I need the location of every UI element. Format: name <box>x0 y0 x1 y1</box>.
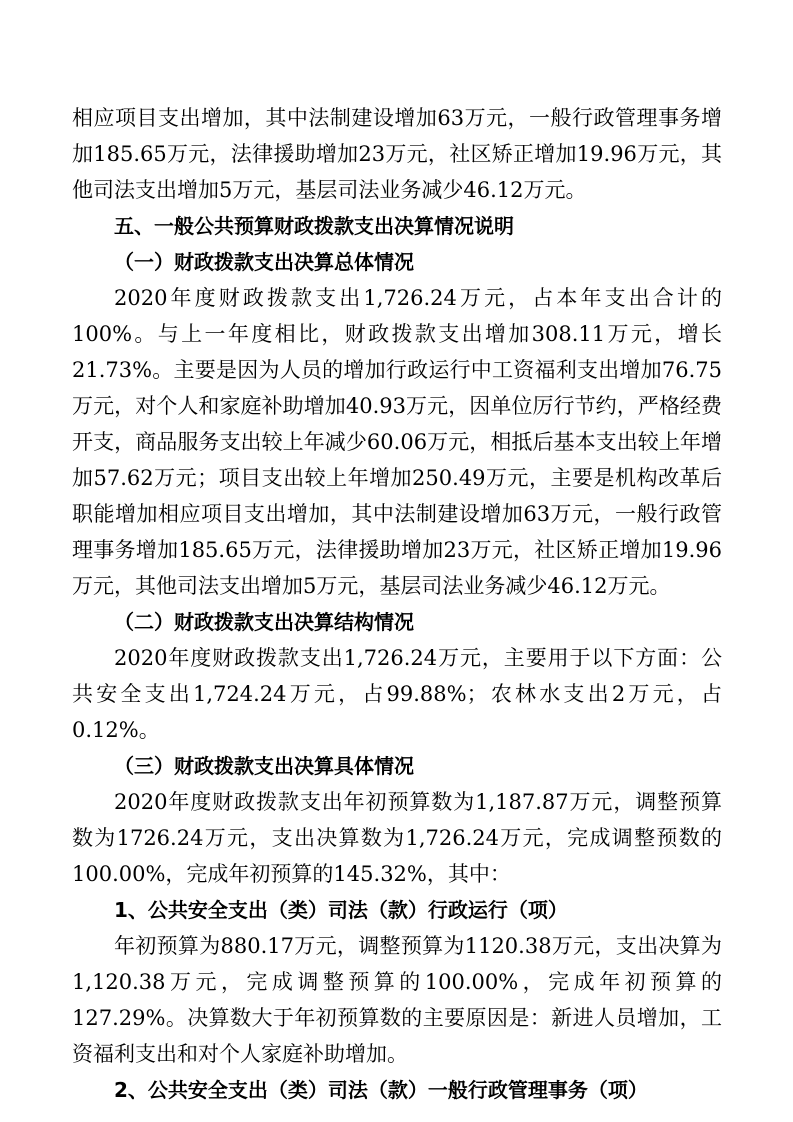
item-heading-2: 2、公共安全支出（类）司法（款）一般行政管理事务（项） <box>114 1078 648 1102</box>
paragraph-detail: 2020年度财政拨款支出年初预算数为1,187.87万元，调整预算数为1726.24万元，支出决算数为1,726.24万元，完成调整预数的100.00%，完成年初预算的145.32%，其中： <box>72 790 722 886</box>
paragraph-structure: 2020年度财政拨款支出1,726.24万元，主要用于以下方面：公共安全支出1,724.24万元，占99.88%；农林水支出2万元，占0.12%。 <box>72 646 722 742</box>
subsection-heading-structure: （二）财政拨款支出决算结构情况 <box>114 610 414 634</box>
document-page <box>72 100 722 1108</box>
subsection-heading-detail: （三）财政拨款支出决算具体情况 <box>114 754 414 778</box>
section-heading-5: 五、一般公共预算财政拨款支出决算情况说明 <box>114 214 514 238</box>
item-heading-1: 1、公共安全支出（类）司法（款）行政运行（项） <box>114 898 568 922</box>
paragraph-continuation: 相应项目支出增加，其中法制建设增加63万元，一般行政管理事务增加185.65万元，法律援助增加23万元，社区矫正增加19.96万元，其他司法支出增加5万元，基层司法业务减少46.12万元。 <box>72 106 722 202</box>
paragraph-overall: 2020年度财政拨款支出1,726.24万元，占本年支出合计的100%。与上一年度相比，财政拨款支出增加308.11万元，增长21.73%。主要是因为人员的增加行政运行中工资福利支出增加76.75万元，对个人和家庭补助增加40.93万元，因单位厉行节约，严格经费开支，商品服务支出较上年减少60.06万元，相抵后基本支出较上年增加57.62万元；项目支出较上年增加250.49万元，主要是机构改革后职能增加相应项目支出增加，其中法制建设增加63万元，一般行政管理事务增加185.65万元，法律援助增加23万元，社区矫正增加19.96万元，其他司法支出增加5万元，基层司法业务减少46.12万元。 <box>72 286 722 598</box>
paragraph-item-1: 年初预算为880.17万元，调整预算为1120.38万元，支出决算为1,120.38万元，完成调整预算的100.00%，完成年初预算的127.29%。决算数大于年初预算数的主要原因是：新进人员增加，工资福利支出和对个人家庭补助增加。 <box>72 934 722 1066</box>
subsection-heading-overall: （一）财政拨款支出决算总体情况 <box>114 250 414 274</box>
